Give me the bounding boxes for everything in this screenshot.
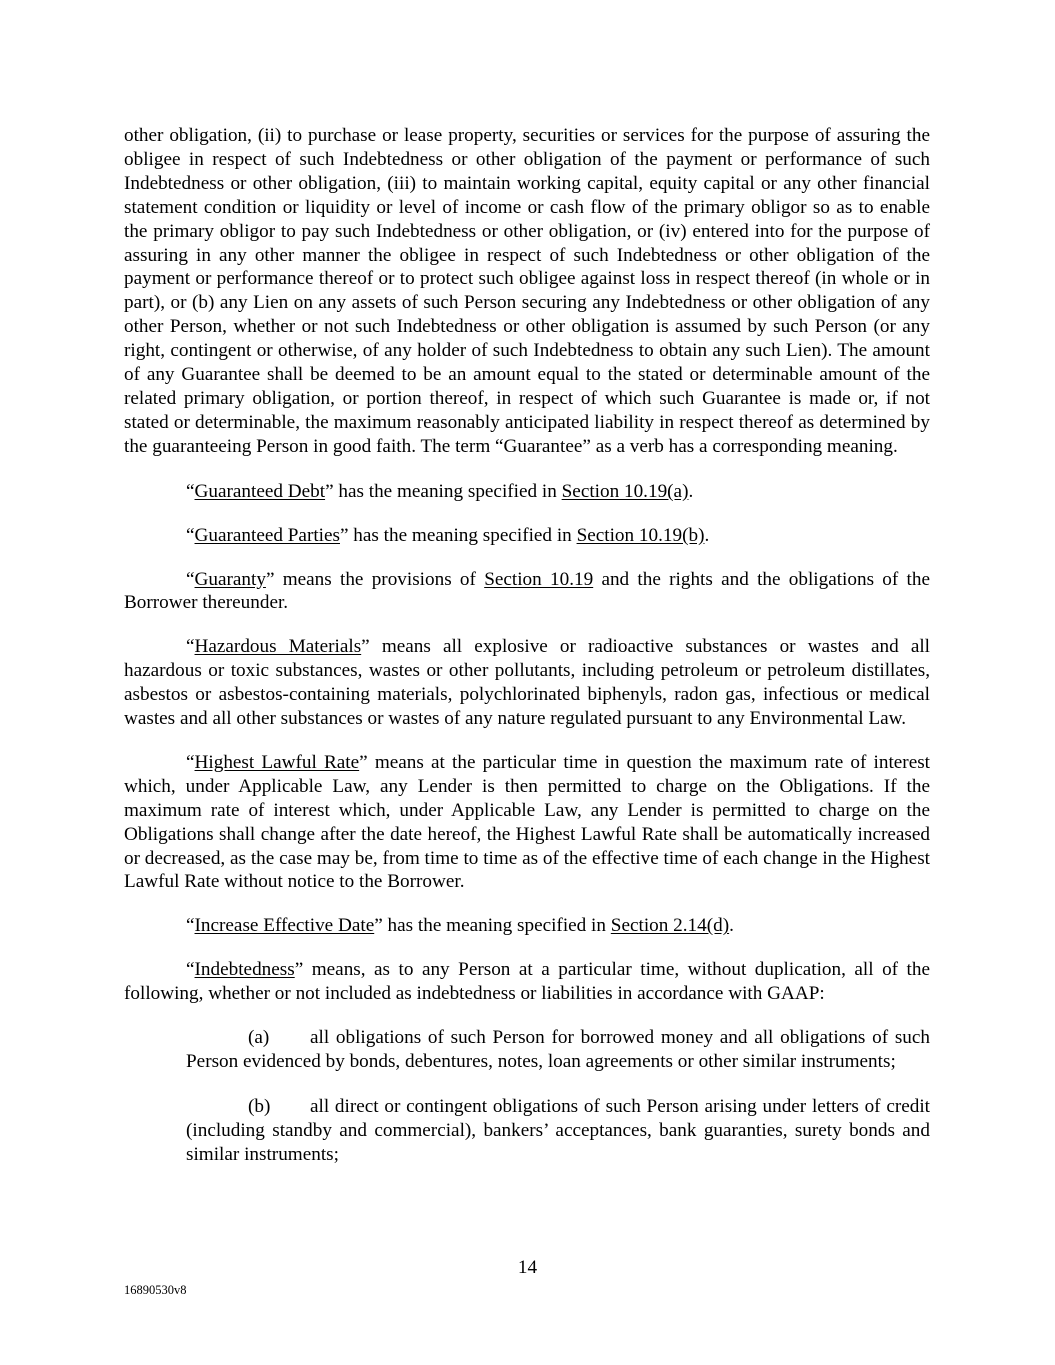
clause-b	[186, 1095, 930, 1167]
definition-highest-lawful-rate	[124, 751, 930, 894]
open-quote: “	[186, 915, 195, 937]
defined-term: Highest Lawful Rate	[194, 751, 360, 773]
open-quote: “	[186, 959, 195, 981]
clause-text: all obligations of such Person for borrowed money and all obligations of such Person evidenced by bonds, debentures, notes, loan agreements or other similar instruments;	[186, 1027, 930, 1072]
definition-end: and the rights and the obligations of the Borrower thereunder.	[124, 568, 930, 614]
definition-text: ” means at the particular time in question the maximum rate of interest which, under Applicable Law, any Lender is then permitted to charge on the Obligations. If the maximum rate of interest which, under Applicable Law, any Lender is permitted to charge on the Obligations shall change after the date hereof, the Highest Lawful Rate shall be automatically increased or decreased, as the case may be, from time to time as of the effective time of each change in the Highest Lawful Rate without notice to the Borrower.	[124, 751, 931, 893]
open-quote: “	[186, 524, 195, 546]
definition-end: .	[704, 524, 710, 546]
defined-term: Guaranteed Debt	[194, 480, 326, 502]
definition-guaranteed-parties	[124, 524, 930, 548]
open-quote: “	[186, 751, 195, 773]
definition-guaranteed-debt	[124, 480, 930, 504]
definition-end: .	[688, 480, 694, 502]
intro-paragraph: other obligation, (ii) to purchase or lease property, securities or services for the purpose of assuring the obligee in respect of such Indebtedness or other obligation of the payment or performance of such Indebtedness or other obligation, (iii) to maintain working capital, equity capital or any other financial statement condition or liquidity or level of income or cash flow of the primary obligor so as to enable the primary obligor to pay such Indebtedness or other obligation, or (iv) entered into for the purpose of assuring in any other manner the obligee in respect of such Indebtedness or other obligation of the payment or performance thereof or to protect such obligee against loss in respect thereof (in whole or in part), or (b) any Lien on any assets of such Person securing any Indebtedness or other obligation of any other Person, whether or not such Indebtedness or other obligation is assumed by such Person (or any right, contingent or otherwise, of any holder of such Indebtedness to obtain any such Lien). The amount of any Guarantee shall be deemed to be an amount equal to the stated or determinable amount of the related primary obligation, or portion thereof, in respect of which such Guarantee is made or, if not stated or determinable, the maximum reasonably anticipated liability in respect thereof as determined by the guaranteeing Person in good faith. The term “Guarantee” as a verb has a corresponding meaning.	[124, 125, 930, 457]
definition-text: ” means the provisions of	[265, 568, 485, 590]
defined-term: Hazardous Materials	[194, 636, 362, 658]
document-page	[124, 124, 930, 1188]
open-quote: “	[186, 480, 195, 502]
defined-term: Indebtedness	[194, 959, 295, 981]
clause-text: all direct or contingent obligations of such Person arising under letters of credit (including standby and commercial), bankers’ acceptances, bank guaranties, surety bonds and similar instruments;	[186, 1095, 930, 1165]
definition-text: ” has the meaning specified in	[374, 915, 611, 937]
defined-term: Guaranty	[194, 568, 266, 590]
definition-indebtedness	[124, 958, 930, 1006]
definition-guaranty	[124, 568, 930, 616]
clause-label: (a)	[248, 1027, 270, 1049]
open-quote: “	[186, 636, 195, 658]
defined-term: Guaranteed Parties	[194, 524, 340, 546]
definition-text: ” has the meaning specified in	[325, 480, 562, 502]
clause-label: (b)	[248, 1095, 271, 1117]
definition-text: ” means, as to any Person at a particular time, without duplication, all of the following, whether or not included as indebtedness or liabilities in accordance with GAAP:	[124, 959, 930, 1005]
definition-hazardous-materials	[124, 635, 930, 731]
defined-term: Increase Effective Date	[194, 915, 375, 937]
clause-a	[186, 1026, 930, 1074]
section-reference: Section 10.19(b)	[576, 524, 705, 546]
section-reference: Section 2.14(d)	[610, 915, 730, 937]
definition-increase-effective-date	[124, 914, 930, 938]
definition-text: ” means all explosive or radioactive substances or wastes and all hazardous or toxic substances, wastes or other pollutants, including petroleum or petroleum distillates, asbestos or asbestos-containing materials, polychlorinated biphenyls, radon gas, infectious or medical wastes and all other substances or wastes of any nature regulated pursuant to any Environmental Law.	[124, 636, 930, 730]
section-reference: Section 10.19(a)	[561, 480, 689, 502]
document-id: 16890530v8	[124, 1283, 187, 1297]
page-number: 14	[517, 1257, 538, 1278]
open-quote: “	[186, 568, 195, 590]
definition-end: .	[729, 915, 734, 937]
definition-text: ” has the meaning specified in	[339, 524, 577, 546]
section-reference: Section 10.19	[484, 568, 594, 590]
